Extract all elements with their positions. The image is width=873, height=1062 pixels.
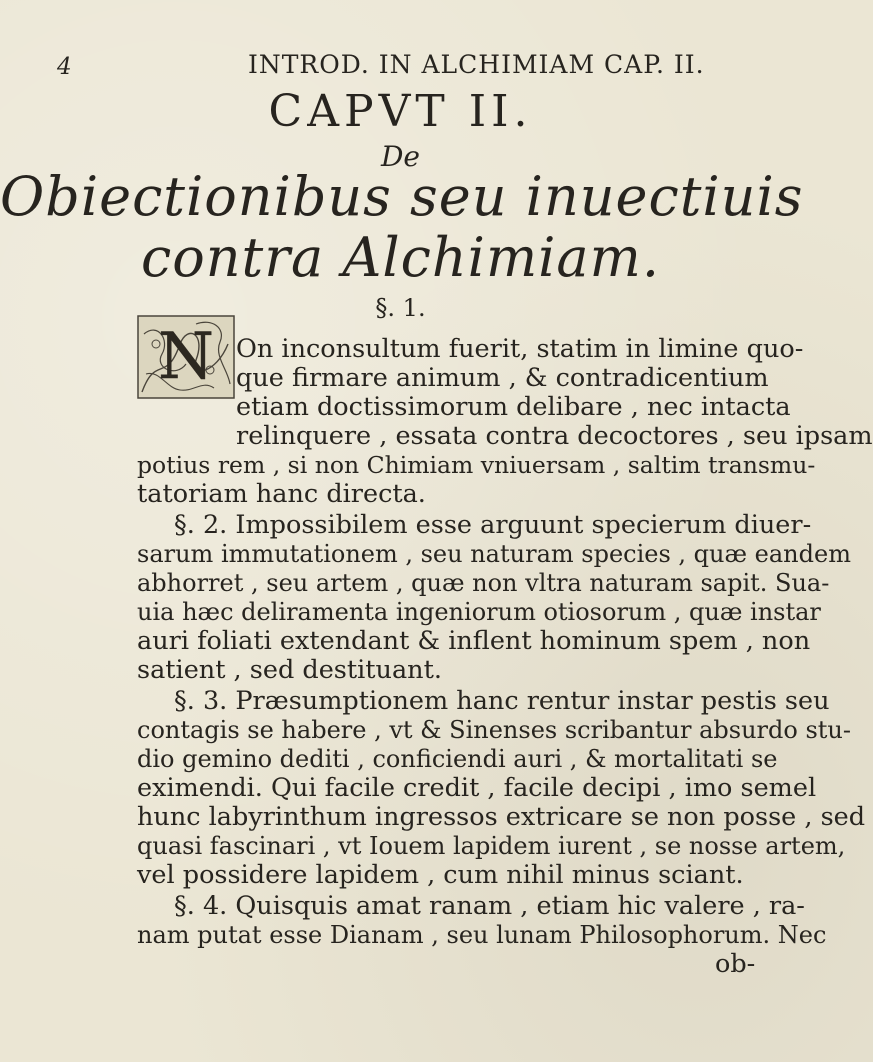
decorated-initial [136, 314, 236, 400]
chapter-subtitle-line-2: contra Alchimiam. [140, 226, 660, 289]
body-line: auri foliati extendant & inflent hominum spem , non [137, 626, 811, 656]
body-line: etiam doctissimorum delibare , nec intacta [236, 392, 791, 422]
body-line: relinquere , essata contra decoctores , seu ipsam [236, 421, 873, 451]
body-line: abhorret , seu artem , quæ non vltra naturam sapit. Sua- [137, 569, 830, 597]
body-line: §. 2. Impossibilem esse arguunt specierum diuer- [174, 510, 812, 540]
body-line: §. 3. Præsumptionem hanc rentur instar pestis seu [174, 686, 830, 716]
chapter-subtitle-de: De [380, 140, 421, 173]
body-line: potius rem , si non Chimiam vniuersam , saltim transmu- [137, 451, 816, 479]
body-line: quasi fascinari , vt Iouem lapidem iurent , se nosse artem, [137, 832, 846, 860]
body-line: dio gemino dediti , conficiendi auri , & mortalitati se [137, 745, 778, 773]
body-line: On inconsultum fuerit, statim in limine quo- [236, 334, 804, 364]
body-line: eximendi. Qui facile credit , facile decipi , imo semel [137, 773, 817, 803]
body-line: hunc labyrinthum ingressos extricare se non posse , sed [137, 802, 866, 832]
chapter-subtitle-line-1: Obiectionibus seu inuectiuis [0, 165, 804, 228]
body-line: sarum immutationem , seu naturam species , quæ eandem [137, 540, 851, 568]
body-line: uia hæc deliramenta ingeniorum otiosorum , quæ instar [137, 598, 821, 626]
section-mark: §. 1. [375, 294, 426, 322]
running-title: INTROD. IN ALCHIMIAM CAP. II. [248, 50, 705, 79]
body-line: tatoriam hanc directa. [137, 479, 426, 509]
body-line: contagis se habere , vt & Sinenses scribantur absurdo stu- [137, 716, 851, 744]
body-line: nam putat esse Dianam , seu lunam Philosophorum. Nec [137, 921, 827, 949]
page-number: 4 [57, 54, 72, 80]
body-line: vel possidere lapidem , cum nihil minus sciant. [137, 860, 744, 890]
catchword: ob- [715, 949, 756, 979]
chapter-title: CAPVT II. [268, 86, 533, 137]
body-line: que firmare animum , & contradicentium [236, 363, 769, 393]
body-line: §. 4. Quisquis amat ranam , etiam hic valere , ra- [174, 891, 805, 921]
running-head [20, 48, 800, 88]
initial-letter: N [158, 320, 214, 394]
body-line: satient , sed destituant. [137, 655, 442, 685]
ornament-frame-icon [136, 314, 236, 400]
